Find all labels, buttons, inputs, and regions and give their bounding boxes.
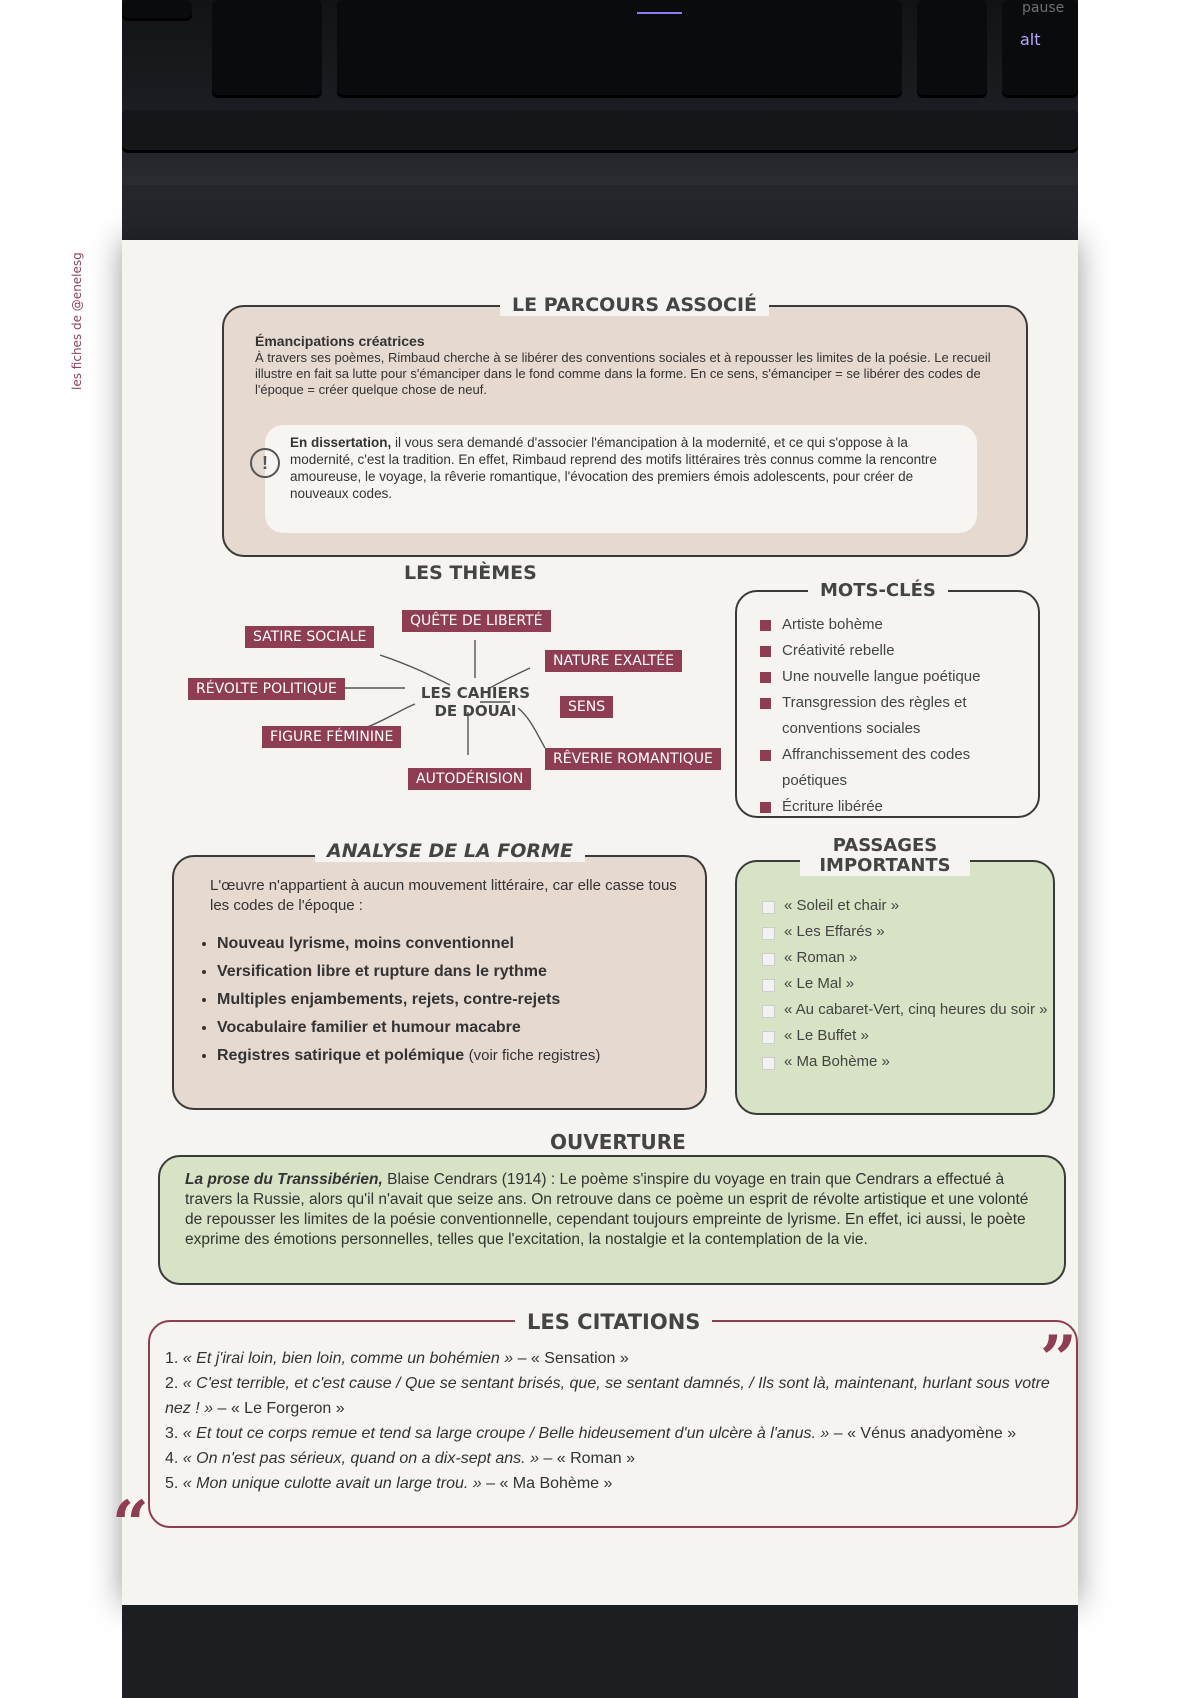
citation-item — [165, 1471, 1055, 1496]
mot-cle-item: Artiste bohème — [760, 612, 1035, 638]
mot-cle-item: Une nouvelle langue poétique — [760, 664, 1035, 690]
mot-cle-item: Créativité rebelle — [760, 638, 1035, 664]
key-led — [637, 12, 682, 14]
keyboard-key — [917, 0, 987, 95]
mot-cle-item: Transgression des règles et conventions sociales — [760, 690, 1035, 742]
keyboard — [122, 0, 1078, 185]
theme-tag: QUÊTE DE LIBERTÉ — [402, 610, 551, 632]
forme-item: Registres satirique et polémique — [217, 1047, 465, 1064]
themes-center-line2: DE DOUAI — [434, 702, 517, 720]
parcours-body: À travers ses poèmes, Rimbaud cherche à se libérer des conventions sociales et à repousser les limites de la poésie. Le recueil illustre en fait sa lutte pour s'émanciper dans le fond comme dans la forme. En ce sens, s'émanciper = se libérer des codes de l'époque = créer quelque chose de neuf. — [255, 350, 991, 397]
mots-cles-title: MOTS-CLÉS — [808, 580, 948, 601]
forme-list — [205, 930, 707, 1070]
citation-num: 4. — [165, 1450, 183, 1467]
citation-source: – « Vénus anadyomène » — [829, 1425, 1017, 1442]
note-text — [290, 434, 960, 502]
forme-item: • Nouveau lyrisme, moins conventionnel — [217, 930, 707, 958]
quote-open-icon: “ — [112, 1487, 149, 1562]
theme-tag: RÉVOLTE POLITIQUE — [188, 678, 345, 700]
passage-item: « Le Buffet » — [762, 1023, 1052, 1049]
passage-item: « Ma Bohème » — [762, 1049, 1052, 1075]
passage-item: « Le Mal » — [762, 971, 1052, 997]
citation-num: 5. — [165, 1475, 183, 1492]
citation-num: 1. — [165, 1350, 183, 1367]
keyboard-edge — [122, 110, 1078, 150]
theme-tag: NATURE EXALTÉE — [545, 650, 682, 672]
forme-item: • Vocabulaire familier et humour macabre — [217, 1014, 707, 1042]
citations-list — [165, 1346, 1055, 1496]
forme-item: • Multiples enjambements, rejets, contre-rejets — [217, 986, 707, 1014]
theme-tag: RÊVERIE ROMANTIQUE — [545, 748, 721, 770]
ouverture-title: OUVERTURE — [538, 1130, 698, 1154]
mot-cle-item: Écriture libérée — [760, 794, 1035, 820]
passage-item: « Soleil et chair » — [762, 893, 1052, 919]
passages-title — [800, 836, 970, 876]
ouverture-body: Blaise Cendrars (1914) : Le poème s'inspire du voyage en train que Cendrars a effectué à travers la Russie, alors qu'il n'avait que seize ans. On retrouve dans ce poème un esprit de révolte artistique et une volonté de repousser les limites de la poésie conventionnelle, cependant toujours empreinte de lyrisme. En effet, ici aussi, le poète exprime des émotions personnelles, telles que l'excitation, la nostalgie et la contemplation de la vie. — [185, 1171, 1029, 1248]
citation-source: – « Roman » — [538, 1450, 636, 1467]
passages-title-line1: PASSAGES — [832, 835, 938, 856]
forme-item-last — [217, 1042, 707, 1070]
citation-quote: « Mon unique culotte avait un large trou. » — [182, 1475, 482, 1492]
passage-item: « Les Effarés » — [762, 919, 1052, 945]
ouverture-work: La prose du Transsibérien, — [185, 1171, 383, 1188]
citation-item — [165, 1346, 1055, 1371]
forme-item: • Versification libre et rupture dans le rythme — [217, 958, 707, 986]
citation-source: – « Ma Bohème » — [481, 1475, 613, 1492]
passages-list — [762, 893, 1052, 1075]
forme-title: ANALYSE DE LA FORME — [315, 840, 585, 862]
theme-tag: AUTODÉRISION — [408, 768, 531, 790]
credit-label: les fiches de @enelesg — [70, 252, 84, 390]
citation-source: – « Le Forgeron » — [213, 1400, 345, 1417]
mots-cles-list — [760, 612, 1035, 820]
table-surface — [122, 1605, 1078, 1698]
parcours-subtitle: Émancipations créatrices — [255, 333, 425, 349]
citation-item — [165, 1421, 1055, 1446]
ouverture-text — [185, 1170, 1045, 1250]
forme-intro: L'œuvre n'appartient à aucun mouvement littéraire, car elle casse tous les codes de l'époque : — [210, 877, 677, 914]
passages-title-line2: IMPORTANTS — [819, 855, 951, 876]
theme-tag: SATIRE SOCIALE — [245, 626, 374, 648]
keyboard-key — [337, 0, 902, 95]
mot-cle-item: Affranchissement des codes poétiques — [760, 742, 1035, 794]
passage-item: « Roman » — [762, 945, 1052, 971]
key-pause-label: pause — [1022, 0, 1065, 16]
citation-quote: « On n'est pas sérieux, quand on a dix-sept ans. » — [182, 1450, 539, 1467]
quote-close-icon: ” — [1040, 1322, 1077, 1397]
forme-item-note: (voir fiche registres) — [468, 1047, 601, 1064]
citation-source: – « Sensation » — [513, 1350, 629, 1367]
citation-item — [165, 1371, 1055, 1421]
keyboard-key — [122, 0, 192, 18]
parcours-title: LE PARCOURS ASSOCIÉ — [500, 294, 769, 316]
passage-item: « Au cabaret-Vert, cinq heures du soir » — [762, 997, 1052, 1023]
attention-icon: ! — [250, 448, 280, 478]
themes-center-line1: LES CAHIERS — [420, 684, 531, 702]
citation-num: 3. — [165, 1425, 183, 1442]
theme-tag: FIGURE FÉMININE — [262, 726, 401, 748]
keyboard-key — [212, 0, 322, 95]
note-lead: En dissertation, — [290, 435, 392, 450]
theme-tag: SENS — [560, 696, 613, 718]
citation-num: 2. — [165, 1375, 183, 1392]
citations-title: LES CITATIONS — [515, 1310, 712, 1334]
citation-item — [165, 1446, 1055, 1471]
citation-quote: « Et tout ce corps remue et tend sa large croupe / Belle hideusement d'un ulcère à l'anus. » — [182, 1425, 830, 1442]
citation-quote: « C'est terrible, et c'est cause / Que se sentant brisés, que, se sentant damnés, / Ils sont là, maintenant, hurlant sous votre nez ! » — [165, 1375, 1050, 1417]
themes-title: LES THÈMES — [392, 562, 549, 584]
note-body: il vous sera demandé d'associer l'émancipation à la modernité, et ce qui s'oppose à la modernité, c'est la tradition. En effet, Rimbaud reprend des motifs littéraires très connus comme la rencontre amoureuse, le voyage, la rêverie romantique, l'évocation des premiers émois adolescents, pour créer de nouveaux codes. — [290, 435, 937, 501]
citation-quote: « Et j'irai loin, bien loin, comme un bohémien » — [182, 1350, 514, 1367]
key-alt-label: alt — [1020, 30, 1041, 49]
themes-center — [408, 684, 543, 720]
